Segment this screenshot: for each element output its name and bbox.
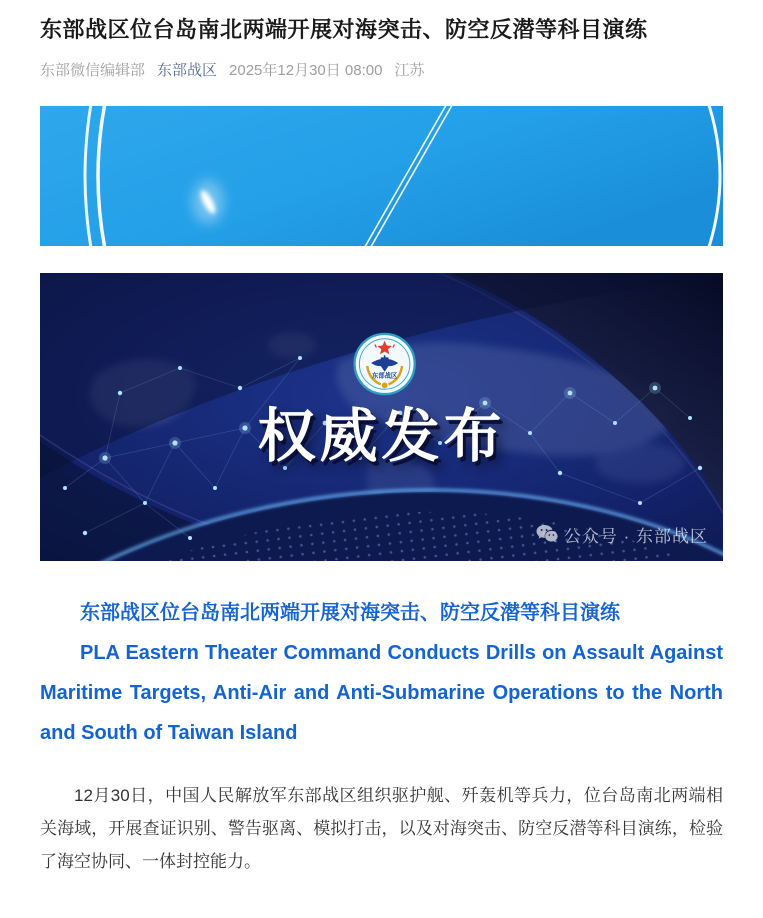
publish-time: 2025年12月30日 08:00	[229, 61, 383, 79]
banner-image-dark[interactable]	[40, 273, 723, 561]
watermark-label: 公众号 · 东部战区	[563, 526, 708, 546]
authority-headline: 权威发布	[257, 403, 506, 469]
article-heading-en: PLA Eastern Theater Command Conducts Drills on Assault Against Maritime Targets, Anti-Air and Anti-Submarine Operations to the North and South of Taiwan Island	[40, 641, 723, 744]
emblem-label: 东部战区	[371, 372, 397, 380]
publish-location: 江苏	[394, 61, 425, 79]
account-link[interactable]: 东部战区	[157, 61, 218, 79]
article-headings	[40, 593, 723, 753]
wechat-icon	[536, 524, 558, 544]
page-title: 东部战区位台岛南北两端开展对海突击、防空反潜等科目演练	[40, 17, 648, 42]
article-heading-zh: 东部战区位台岛南北两端开展对海突击、防空反潜等科目演练	[80, 601, 620, 624]
byline	[40, 59, 723, 80]
banner-image-light[interactable]	[40, 106, 723, 246]
byline-author: 东部微信编辑部	[40, 61, 146, 79]
article-paragraph: 12月30日，中国人民解放军东部战区组织驱护舰、歼轰机等兵力，位台岛南北两端相关海域，开展查证识别、警告驱离、模拟打击，以及对海突击、防空反潜等科目演练，检验了海空协同、一体封控能力。	[40, 785, 723, 871]
eastern-theater-emblem-icon	[351, 331, 417, 397]
watermark	[536, 522, 708, 547]
